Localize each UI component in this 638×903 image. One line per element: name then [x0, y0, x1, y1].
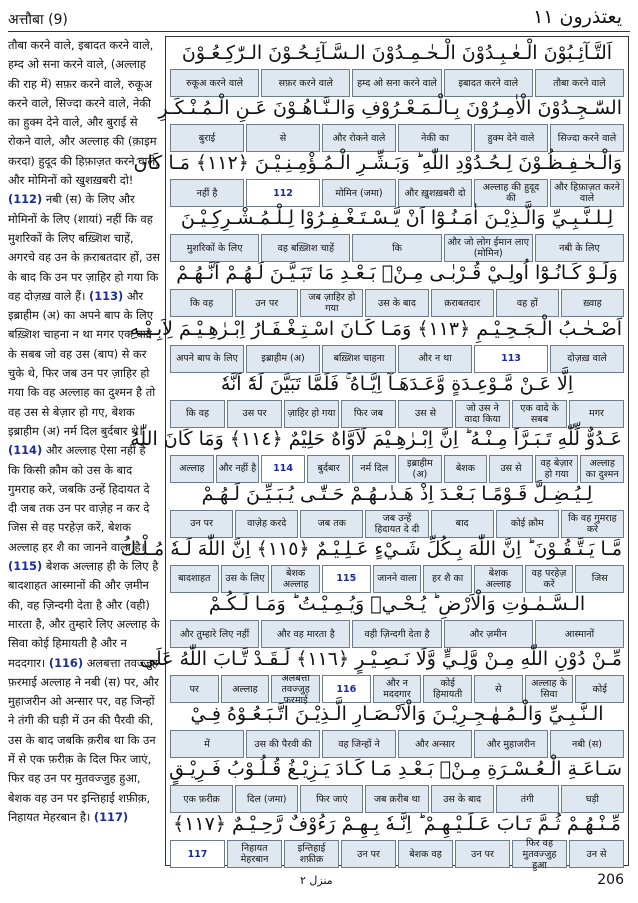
word-meaning-cell: जब क़रीब था — [365, 785, 428, 813]
word-meaning-cell: सफ़र करने वाले — [261, 69, 350, 97]
word-meaning-cell: एक फ़रीक़ — [170, 785, 233, 813]
verse-line-block — [158, 93, 628, 148]
ayah-number-cell: 115 — [322, 565, 371, 593]
word-meaning-cell: कि वह — [170, 400, 225, 428]
word-meaning-cell: और अन्सार — [398, 730, 472, 758]
word-meaning-cell: बादशाहत — [170, 565, 219, 593]
word-meaning-cell: अल्लाह — [221, 675, 270, 703]
word-meaning-cell: बेशक — [444, 455, 488, 483]
word-meaning-cell: बेशक अल्लाह — [271, 565, 320, 593]
word-meaning-cell: निहायत मेहरबान — [227, 840, 282, 868]
verse-line-block — [140, 644, 628, 706]
word-meaning-cell: और हिफ़ाज़त करने वाले — [550, 179, 624, 207]
word-meaning-cell: हर शै का — [423, 565, 472, 593]
verse-number: (116) — [48, 655, 84, 670]
word-meaning-cell: उस के बाद — [431, 785, 494, 813]
word-meaning-cell: कि — [352, 234, 441, 262]
word-meaning-cell: फिर जाएं — [300, 785, 363, 813]
verse-line-block — [166, 479, 628, 534]
translation-text: और इब्राहीम (अ) का अपने बाप के लिए बख़्शिश चाहना न था मगर एक वादे के सबब जो वह उस (बाप) से कर चुके थे, फिर जब उन पर ज़ाहिर हो गया कि वह अल्लाह का दुश्मन है तो वह उस से बेज़ार हो गए, बेशक इब्राहीम (अ) नर्म दिल बुर्दबार थे। — [8, 288, 156, 438]
verse-line-block — [166, 369, 628, 424]
page-number: 206 — [597, 872, 624, 888]
word-meaning-cell: कि वह — [170, 289, 233, 317]
verse-line-block — [133, 148, 628, 205]
word-meaning-cell: उन पर — [455, 840, 510, 868]
word-meaning-cell: और ख़ुशख़बरी दो — [398, 179, 472, 207]
verse-line-block — [120, 534, 628, 590]
word-meaning-cell: वही ज़िन्दगी देता है — [352, 620, 441, 648]
word-meaning-cell: तंगी — [496, 785, 559, 813]
word-meaning-cell: बाद — [431, 510, 494, 538]
word-meaning-cell: अल्लाह — [170, 455, 214, 483]
word-meaning-cell: वाज़ेह करदे — [235, 510, 298, 538]
translation-text: बेशक अल्लाह ही के लिए है बादशाहत आस्मानों की और ज़मीन की, वह ज़िन्दगी देता है और (वही) मारता है, और तुम्हारे लिए अल्लाह के सिवा कोई हिमायती है और न मददगार। — [8, 559, 160, 670]
word-meaning-cell: कि वह गुमराह करे — [561, 510, 624, 538]
word-meaning-cell: इबादत करने वाले — [444, 69, 533, 97]
surah-name: अत्तौबा (9) — [8, 12, 68, 28]
arabic-line: الـسَّـمٰـوٰتِ وَالْاَرْضِ ؕ يُـحْـيٖ وَيُـمِـيْـتُ ؕ وَمَـا لَـكُـمْ — [208, 593, 586, 615]
word-meaning-cell: पर — [170, 675, 219, 703]
word-meaning-cell: जब ज़ाहिर हो गया — [300, 289, 363, 317]
word-meaning-cell: नहीं है — [170, 179, 244, 207]
word-meaning-cell: रुकूअ करने वाले — [170, 69, 259, 97]
word-meaning-cell: घड़ी — [561, 785, 624, 813]
verse-line-block — [166, 258, 628, 313]
ayah-number-cell: 113 — [474, 345, 548, 373]
verse-line-block — [166, 754, 628, 809]
translation-text: तौबा करने वाले, इबादत करने वाले, हम्द ओ सना करने वाले, (अल्लाह की राह में) सफ़र करने वाले, रुकूअ करने वाले, सिज्दा करने वाले, नेकी का हुक्म देने वाले, और बुराई से रोकने वाले, और अल्लाह की (क़ाइम करदा) हुदूद की हिफ़ाज़त करने वाले, और मोमिनों को खुशख़बरी दो! — [8, 38, 159, 188]
word-meaning-cell: बेशक वह — [398, 840, 453, 868]
juz-name: يعتذرون ١١ — [533, 6, 622, 28]
word-meaning-cell: एक वादे के सबब — [512, 400, 567, 428]
word-meaning-cell: जानने वाला — [373, 565, 422, 593]
word-meaning-cell: उन पर — [170, 510, 233, 538]
word-meaning-cell: और ज़मीन — [444, 620, 533, 648]
word-meaning-cell: वह बख़्शिश चाहें — [261, 234, 350, 262]
word-meaning-cell: कोई हिमायती — [423, 675, 472, 703]
verse-number: (115) — [8, 559, 43, 574]
word-meaning-cell: वह बेज़ार हो गया — [535, 455, 579, 483]
arabic-line: لِـيُـضِـلَّ قَـوْمًـا بَـعْـدَ اِذْ هَـدٰىـهُـمْ حَـتّٰـى يُـبَـيِّـنَ لَـهُـمْ — [201, 482, 593, 505]
word-meaning-cell: ख़्वाह — [561, 289, 624, 317]
word-meaning-cell: मगर — [569, 400, 624, 428]
word-meaning-cell: आस्मानों — [535, 620, 624, 648]
arabic-line: عَـدُوٌّ لِّلّٰهِ تَـبَـرَّاَ مِـنْـهُ ؕ اِنَّ اِبْـرٰهِـيْمَ لَاَوَّاهٌ حَلِيْمٌ ﴿١١٤﴾ وَمَا كَانَ اللّٰهُ — [130, 427, 622, 450]
word-meaning-cell: जिस — [575, 565, 624, 593]
verse-number: (112) — [8, 192, 43, 207]
word-meaning-cell: तौबा करने वाले — [535, 69, 624, 97]
word-meaning-cell: नर्म दिल — [352, 455, 396, 483]
verse-line-block — [166, 809, 628, 871]
verse-line-block — [129, 314, 628, 369]
word-meaning-cell: वह हों — [496, 289, 559, 317]
word-meaning-cell: उन पर — [235, 289, 298, 317]
translation-text: और अल्लाह ऐसा नहीं है कि किसी क़ौम को उस के बाद गुमराह करे, जबकि उन्हें हिदायत दे दी जब तक उन पर वाज़ेह न कर दे जिस से वह परहेज़ करें, बेशक अल्लाह हर शै का जानने वाला है। — [8, 443, 150, 554]
word-meaning-cell: अलबत्ता तवज्जुह फ़रमाई — [271, 675, 320, 703]
arabic-line: مِّـنْ دُوْنِ اللّٰهِ مِـنْ وَّلِـيٍّ وَّلَا نَـصِـيْـرٍ ﴿١١٦﴾ لَـقَـدْ تَّـابَ اللّٰهُ عَلَى — [140, 648, 622, 671]
word-meaning-cell: दिल (जमा) — [235, 785, 298, 813]
word-meaning-cell: उन पर — [341, 840, 396, 868]
ayah-number-cell: 114 — [261, 455, 305, 483]
word-meaning-cell: बुर्दबार — [307, 455, 351, 483]
verse-number: (117) — [93, 809, 129, 824]
ayah-number-cell: 112 — [246, 179, 320, 207]
word-meaning-cell: बेशक अल्लाह — [474, 565, 523, 593]
word-meaning-cell: क़राबतदार — [431, 289, 494, 317]
header-rule — [8, 31, 630, 32]
word-meaning-cell: और वह मारता है — [261, 620, 350, 648]
word-meaning-cell: अपने बाप के लिए — [170, 345, 244, 373]
word-meaning-cell: बुराई — [170, 124, 244, 152]
word-meaning-cell: अल्लाह की हुदूद की — [474, 179, 548, 207]
arabic-line: وَالْـحٰـفِـظُـوْنَ لِـحُـدُوْدِ اللّٰهِ ؕ وَبَـشِّـرِ الْـمُـؤْمِـنِـيْـنَ ﴿١١٢﴾ مَـا كَانَ — [133, 152, 622, 175]
word-meaning-cell: और न मददगार — [373, 675, 422, 703]
arabic-line: الـنَّـبِـيِّ وَالْـمُـهٰـجِـرِيْـنَ وَالْاَنْـصَـارِ الَّـذِيْـنَ اتَّـبَـعُـوْهُ فِـيْ — [190, 703, 604, 726]
word-meaning-cell: उस की पैरवी की — [246, 730, 320, 758]
word-meaning-cell: उस के लिए — [221, 565, 270, 593]
word-meaning-cell: में — [170, 730, 244, 758]
word-meaning-cell: हुक्म देने वाले — [474, 124, 548, 152]
word-meaning-cell: दोज़ख़ वाले — [550, 345, 624, 373]
word-by-word-column — [120, 36, 629, 871]
word-meaning-cell: जब तक — [300, 510, 363, 538]
word-meaning-cell: उस से — [398, 400, 453, 428]
word-meaning-cell: वह जिन्हों ने — [322, 730, 396, 758]
word-meaning-cell: फिर वह मुतवज्जुह हुआ — [512, 840, 567, 868]
arabic-line: مِّـنْـهُـمْ ثُـمَّ تَـابَ عَـلَـيْـهِـمْ ؕ اِنَّـهٗ بِـهِـمْ رَءُوْفٌ رَّحِـيْـمٌ ﴿١١٧﴾ — [173, 813, 621, 836]
verse-line-block — [166, 38, 628, 93]
arabic-line: مَّـا يَـتَّـقُـوْنَ ؕ اِنَّ اللّٰهَ بِـكُلِّ شَـيْءٍ عَـلِـيْـمٌ ﴿١١٥﴾ اِنَّ اللّٰهَ لَـهٗ مُـلْـكُ — [120, 537, 622, 560]
translation-text: अलबत्ता तवज्जुह फ़रमाई अल्लाह ने नबी (स) पर, और मुहाजरीन ओ अन्सार पर, वह जिन्हों ने तंगी की घड़ी में उन की पैरवी की, उस के बाद जबकि क़रीब था कि उन में से एक फ़रीक़ के दिल फिर जाएं, फिर वह उन पर मुतवज्जुह हुआ, बेशक वह उन पर इन्तिहाई शफ़ीक़, निहायत मेहरबान है। — [8, 655, 159, 824]
word-meaning-cell: फिर जब — [341, 400, 396, 428]
verse-line-block — [130, 424, 628, 480]
word-meaning-cell: जब उन्हें हिदायत दे दी — [365, 510, 428, 538]
ayah-number-cell: 117 — [170, 840, 225, 868]
arabic-line: سَـاعَـةِ الْـعُـسْـرَةِ مِـنْۢ بَـعْـدِ مَـا كَـادَ يَـزِيْـغُ قُـلُـوْبُ فَـرِيْـقٍ — [169, 758, 622, 781]
word-meaning-cell: उन से — [569, 840, 624, 868]
verse-line-block — [166, 699, 628, 754]
translation-text: नबी (स) के लिए और मोमिनों के लिए (शायां) नहीं कि वह मुशरिकों के लिए बख़्शिश चाहें, अगरचे वह उन के क़राबतदार हों, उस के बाद कि उन पर ज़ाहिर हो गया कि वह दोज़ख़ वाले हैं। — [8, 192, 160, 303]
word-meaning-cell: अल्लाह के सिवा — [525, 675, 574, 703]
word-meaning-cell: नबी (स) — [550, 730, 624, 758]
verse-number: (113) — [89, 288, 124, 303]
word-meaning-cell: उस के बाद — [365, 289, 428, 317]
word-meaning-cell: से — [246, 124, 320, 152]
word-meaning-cell: इब्राहीम (अ) — [398, 455, 442, 483]
arabic-line: وَلَـوْ كَـانُـوْٓا اُولِـيْ قُـرْبٰـى مِـنْۢ بَـعْـدِ مَا تَبَـيَّـنَ لَـهُـمْ اَنَّـهُـمْ — [176, 262, 618, 285]
word-meaning-cell: नेकी का — [398, 124, 472, 152]
word-meaning-cell: वह परहेज़ करें — [525, 565, 574, 593]
word-meaning-cell: और तुम्हारे लिए नहीं — [170, 620, 259, 648]
word-meaning-row — [170, 837, 624, 871]
word-meaning-cell: और रोकने वाले — [322, 124, 396, 152]
word-meaning-cell: ज़ाहिर हो गया — [284, 400, 339, 428]
arabic-line: اِلَّا عَـنْ مَّـوْعِـدَةٍ وَّعَـدَهَـآ اِيَّـاهُ ۚ فَلَمَّا تَبَيَّنَ لَهٗٓ اَنَّهٗ — [220, 372, 574, 395]
word-meaning-cell: कोई क़ौम — [496, 510, 559, 538]
arabic-line: اَلتَّـآئِـبُوْنَ الْـعٰـبِـدُوْنَ الْـحٰـمِـدُوْنَ الـسَّـآئِـحُـوْنَ الـرّٰكِـعُـوْنَ — [181, 42, 613, 64]
verse-number: (114) — [8, 443, 43, 458]
word-meaning-cell: सिज्दा करने वाले — [550, 124, 624, 152]
word-meaning-cell: मोमिन (जमा) — [322, 179, 396, 207]
arabic-line: اَصْـحٰـبُ الْـجَـحِـيْـمِ ﴿١١٣﴾ وَمَـا كَـانَ اسْـتِـغْـفَـارُ اِبْـرٰهِـيْـمَ لِاَبِـيْـهِ — [129, 317, 622, 340]
verse-line-block — [166, 589, 628, 644]
word-meaning-cell: नबी के लिए — [535, 234, 624, 262]
word-meaning-cell: अल्लाह का दुश्मन — [580, 455, 624, 483]
ayah-number-cell: 116 — [322, 675, 371, 703]
word-meaning-cell: जो उस ने वादा किया — [455, 400, 510, 428]
manzil-label: منزل ٢ — [300, 874, 333, 887]
word-meaning-cell: हम्द ओ सना करने वाले — [352, 69, 441, 97]
word-meaning-cell: और जो लोग ईमान लाए (मोमिन) — [444, 234, 533, 262]
word-meaning-cell: उस पर — [227, 400, 282, 428]
word-meaning-cell: बख़्शिश चाहना — [322, 345, 396, 373]
word-meaning-cell: इन्तिहाई शफ़ीक़ — [284, 840, 339, 868]
verse-line-block — [166, 203, 628, 258]
word-meaning-cell: से — [474, 675, 523, 703]
word-meaning-cell: और मुहाजरीन — [474, 730, 548, 758]
word-meaning-cell: और न था — [398, 345, 472, 373]
word-meaning-cell: कोई — [575, 675, 624, 703]
arabic-line: لِـلـنَّـبِـيِّ وَالَّـذِيْـنَ اٰمَـنُـوْٓا اَنْ يَّـسْـتَـغْـفِـرُوْا لِـلْـمُـشْـرِكِـيْـنَ — [180, 207, 614, 230]
word-meaning-cell: मुशरिकों के लिए — [170, 234, 259, 262]
word-meaning-cell: इब्राहीम (अ) — [246, 345, 320, 373]
arabic-line: السّٰـجِـدُوْنَ الْاٰمِـرُوْنَ بِـالْـمَـعْـرُوْفِ وَالـنَّـاهُـوْنَ عَـنِ الْـمُـنْـكَـرِ — [158, 97, 622, 120]
word-meaning-cell: और नहीं है — [216, 455, 260, 483]
word-meaning-cell: उस से — [489, 455, 533, 483]
